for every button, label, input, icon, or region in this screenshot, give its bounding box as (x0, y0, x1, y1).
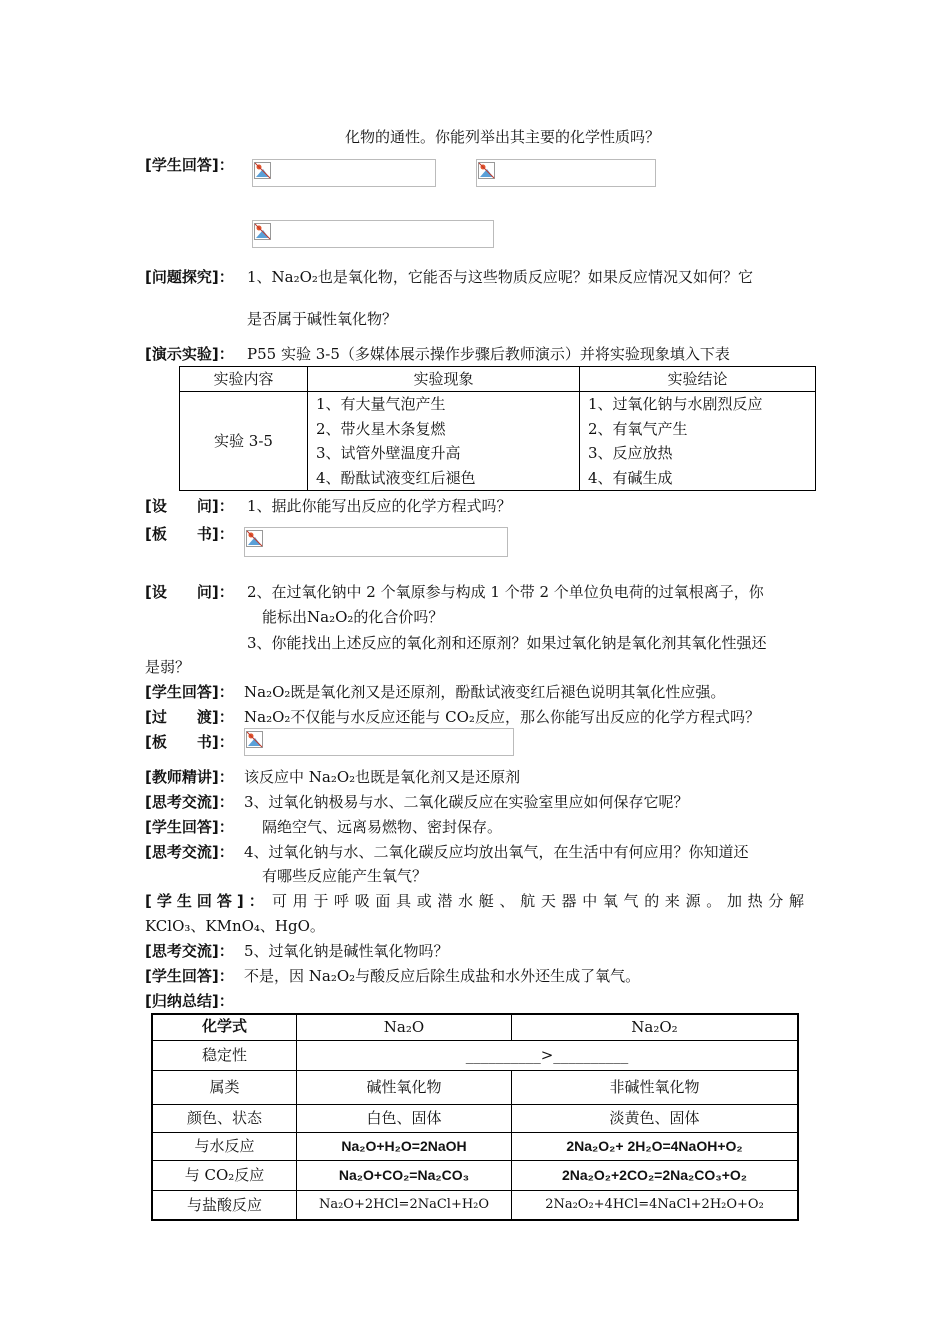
summary-header-na2o: Na₂O (297, 1014, 512, 1040)
think-3: 3、过氧化钠极易与水、二氧化碳反应在实验室里应如何保存它呢？ (244, 793, 689, 811)
label-student-answer: [学生回答]： (145, 818, 234, 836)
conclusion-item: 4、有碱生成 (588, 468, 673, 487)
summary-cell-na2o2: 2Na₂O₂+ 2H₂O=4NaOH+O₂ (512, 1132, 799, 1160)
phenomenon-item: 1、有大量气泡产生 (316, 395, 446, 413)
phenomenon-item: 2、带火星木条复燃 (316, 419, 446, 438)
answer-3: 隔绝空气、远离易燃物、密封保存。 (262, 818, 503, 836)
question-1: 1、据此你能写出反应的化学方程式吗？ (247, 497, 512, 515)
problem-explore-line2: 是否属于碱性氧化物？ (247, 310, 398, 328)
label-student-answer: [学生回答]： (145, 683, 234, 701)
exp-phenomena-cell (308, 392, 580, 491)
answer-4-line1: 可用于呼吸面具或潜水艇、航天器中氧气的来源。加热分解 (272, 892, 804, 910)
broken-image (244, 527, 508, 557)
label-think-exchange: [思考交流]： (145, 843, 234, 861)
teacher-text: 该反应中 Na₂O₂也既是氧化剂又是还原剂 (244, 768, 521, 786)
demo-text: P55 实验 3-5（多媒体展示操作步骤后教师演示）并将实验现象填入下表 (247, 345, 730, 363)
label-board: [板 书]： (145, 525, 234, 543)
label-summary: [归纳总结]： (145, 992, 234, 1010)
summary-cell-na2o: 碱性氧化物 (297, 1070, 512, 1104)
summary-cell-na2o2: 2Na₂O₂+4HCl=4NaCl+2H₂O+O₂ (512, 1190, 799, 1220)
summary-cell-na2o: 白色、固体 (297, 1104, 512, 1132)
question-2-line1: 2、在过氧化钠中 2 个氧原参与构成 1 个带 2 个单位负电荷的过氧根离子，你 (247, 583, 764, 601)
problem-explore-line1: 1、Na₂O₂也是氧化物，它能否与这些物质反应呢？如果反应情况又如何？它 (247, 268, 753, 286)
summary-cell-na2o: Na₂O+H₂O=2NaOH (297, 1132, 512, 1160)
summary-row-label: 与水反应 (152, 1132, 297, 1160)
broken-image (244, 728, 514, 756)
label-problem-explore: [问题探究]： (145, 268, 234, 286)
label-question: [设 问]： (145, 583, 234, 601)
intro-line: 化物的通性。你能列举出其主要的化学性质吗？ (345, 128, 661, 146)
phenomenon-item: 4、酚酞试液变红后褪色 (316, 468, 476, 487)
broken-image (476, 159, 656, 187)
summary-row-label: 与 CO₂反应 (152, 1160, 297, 1190)
label-demo-experiment: [演示实验]： (145, 345, 234, 363)
phenomenon-item: 3、试管外壁温度升高 (316, 444, 461, 462)
summary-header-formula: 化学式 (152, 1014, 297, 1040)
summary-table (151, 1013, 799, 1221)
exp-header-phenomena: 实验现象 (308, 367, 580, 392)
conclusion-item: 3、反应放热 (588, 444, 673, 462)
summary-row-label: 颜色、状态 (152, 1104, 297, 1132)
label-board: [板 书]： (145, 733, 234, 751)
conclusion-item: 2、有氧气产生 (588, 419, 688, 438)
label-question: [设 问]： (145, 497, 234, 515)
question-3-line2: 是弱？ (145, 658, 191, 676)
transition-text: Na₂O₂不仅能与水反应还能与 CO₂反应，那么你能写出反应的化学方程式吗？ (244, 708, 760, 726)
label-teacher-explain: [教师精讲]： (145, 768, 234, 786)
image-icon (246, 530, 263, 547)
think-4-line1: 4、过氧化钠与水、二氧化碳反应均放出氧气，在生活中有何应用？你知道还 (244, 843, 749, 861)
image-icon (478, 162, 495, 179)
summary-header-na2o2: Na₂O₂ (512, 1014, 799, 1040)
summary-row-label: 属类 (152, 1070, 297, 1104)
broken-image (252, 159, 436, 187)
think-5: 5、过氧化钠是碱性氧化物吗？ (244, 942, 449, 960)
exp-content-cell: 实验 3-5 (180, 392, 308, 491)
summary-cell-na2o2: 非碱性氧化物 (512, 1070, 799, 1104)
image-icon (254, 223, 271, 240)
answer-1: Na₂O₂既是氧化剂又是还原剂，酚酞试液变红后褪色说明其氧化性应强。 (244, 683, 726, 701)
experiment-table (179, 366, 816, 491)
label-think-exchange: [思考交流]： (145, 942, 234, 960)
label-think-exchange: [思考交流]： (145, 793, 234, 811)
image-icon (254, 162, 271, 179)
summary-cell-na2o: Na₂O+CO₂=Na₂CO₃ (297, 1160, 512, 1190)
exp-header-content: 实验内容 (180, 367, 308, 392)
summary-row-label: 与盐酸反应 (152, 1190, 297, 1220)
stability-value: __________>__________ (297, 1040, 799, 1070)
question-2-line2: 能标出Na₂O₂的化合价吗？ (262, 608, 444, 626)
summary-row-label: 稳定性 (152, 1040, 297, 1070)
question-3-line1: 3、你能找出上述反应的氧化剂和还原剂？如果过氧化钠是氧化剂其氧化性强还 (247, 634, 767, 652)
label-student-answer-spaced: [学生回答]： (145, 892, 269, 910)
summary-cell-na2o2: 2Na₂O₂+2CO₂=2Na₂CO₃+O₂ (512, 1160, 799, 1190)
broken-image (252, 220, 494, 248)
summary-cell-na2o2: 淡黄色、固体 (512, 1104, 799, 1132)
label-student-answer: [学生回答]： (145, 156, 234, 174)
think-4-line2: 有哪些反应能产生氧气？ (262, 867, 428, 885)
answer-5: 不是，因 Na₂O₂与酸反应后除生成盐和水外还生成了氧气。 (244, 967, 641, 985)
summary-cell-na2o: Na₂O+2HCl=2NaCl+H₂O (297, 1190, 512, 1220)
answer-4-line2: KClO₃、KMnO₄、HgO。 (145, 917, 325, 935)
exp-conclusion-cell (580, 392, 816, 491)
label-transition: [过 渡]： (145, 708, 234, 726)
label-student-answer: [学生回答]： (145, 967, 234, 985)
image-icon (246, 731, 263, 748)
exp-header-conclusion: 实验结论 (580, 367, 816, 392)
conclusion-item: 1、过氧化钠与水剧烈反应 (588, 395, 763, 413)
